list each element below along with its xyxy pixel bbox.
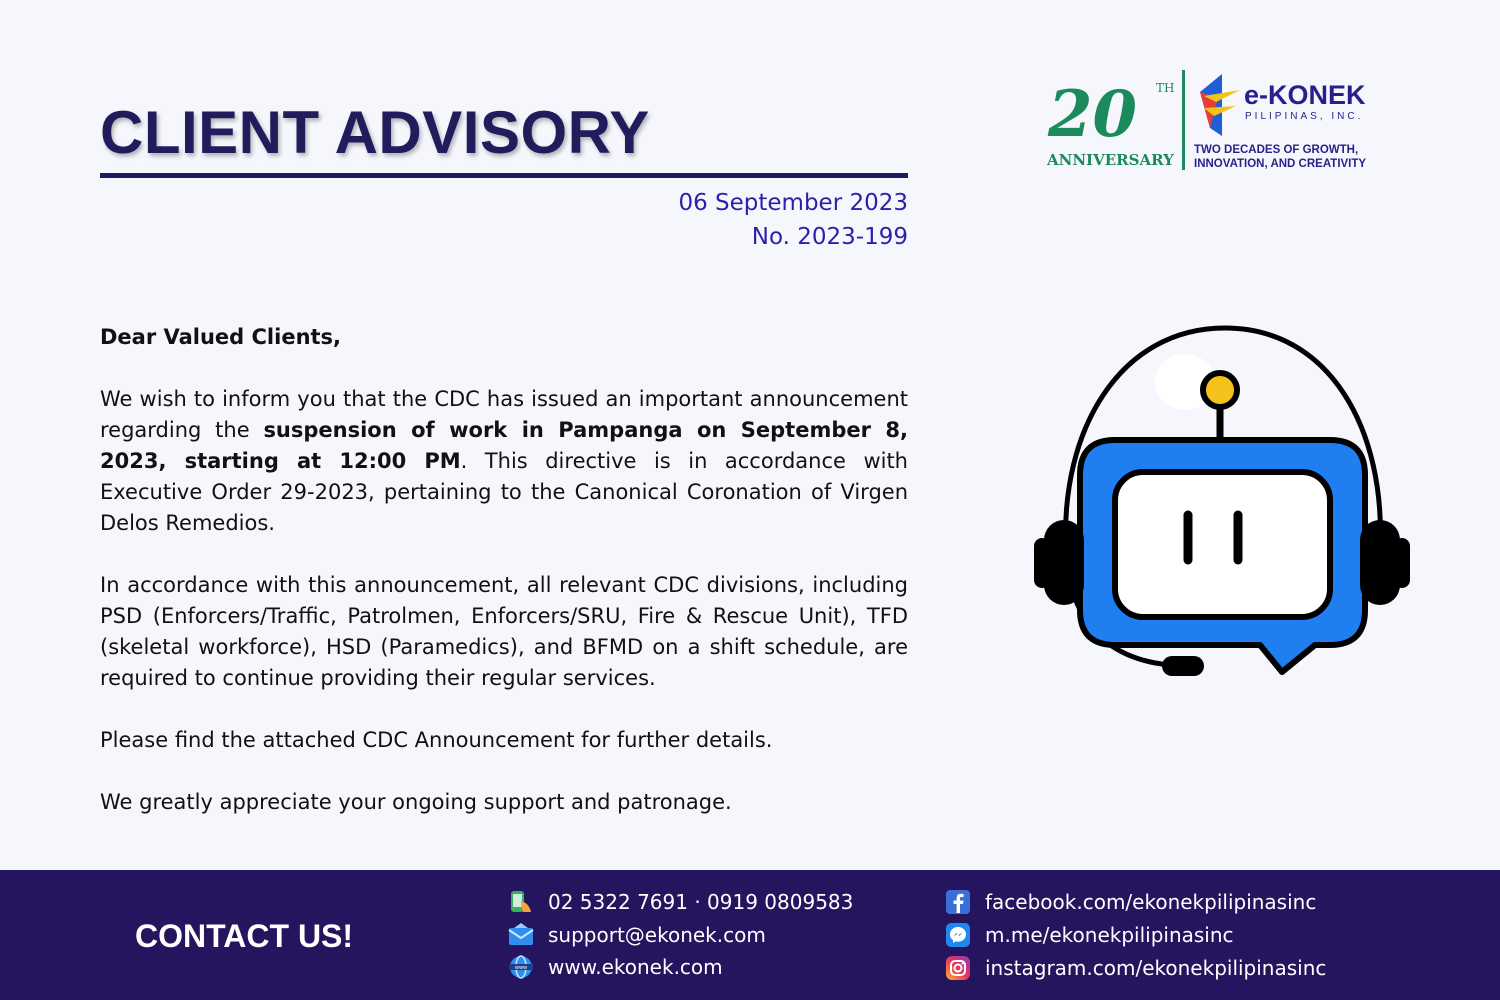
facebook-icon [945,889,971,915]
contact-email[interactable]: support@ekonek.com [508,922,766,948]
salutation: Dear Valued Clients, [100,325,342,349]
logo-tagline-2: INNOVATION, AND CREATIVITY [1194,158,1367,170]
ekonek-20th-anniversary-logo [1040,66,1400,176]
contact-footer [0,870,1500,1000]
paragraph-1: We wish to inform you that the CDC has issued an important announcement regarding the suspension of work in Pampanga on September 8, 2023, starting at 12:00 PM. This directive is in accordance with Executive Order 29-2023, pertaining to the Canonical Coronation of Virgen Delos Remedios. [100,387,908,535]
contact-instagram[interactable]: instagram.com/ekonekpilipinasinc [945,955,1326,981]
paragraph-4: We greatly appreciate your ongoing support and patronage. [100,790,732,814]
contact-website[interactable]: www www.ekonek.com [508,954,723,980]
highlight-suspension: suspension of work in Pampanga on September 8, 2023, starting at 12:00 PM [100,418,908,473]
advisory-date: 06 September 2023 [678,190,908,216]
instagram-icon [945,955,971,981]
advisory-body [100,322,908,849]
title-divider [100,173,908,178]
messenger-icon [945,922,971,948]
svg-text:www: www [514,965,528,971]
paragraph-3: Please find the attached CDC Announcement for further details. [100,728,773,752]
advisory-meta [678,186,908,254]
contact-title: CONTACT US! [135,918,354,954]
support-robot-illustration [1020,320,1420,690]
anniversary-label: ANNIVERSARY [1047,151,1174,169]
brand-sub: PILIPINAS, INC. [1245,111,1364,122]
contact-phone[interactable]: 02 5322 7691 · 0919 0809583 [508,889,853,915]
page-title: CLIENT ADVISORY [100,99,650,166]
advisory-number: No. 2023-199 [751,224,908,250]
paragraph-2: In accordance with this announcement, all relevant CDC divisions, including PSD (Enforcers/Traffic, Patrolmen, Enforcers/SRU, Fire & Rescue Unit), TFD (skeletal workforce), HSD (Paramedics), and BFMD on a shift schedule, are required to continue providing their regular services. [100,573,908,690]
anniversary-number: 20 [1048,77,1138,152]
contact-messenger[interactable]: m.me/ekonekpilipinasinc [945,922,1234,948]
phone-icon [508,889,534,915]
contact-facebook[interactable]: facebook.com/ekonekpilipinasinc [945,889,1316,915]
brand-name: e-KONEK [1244,80,1366,110]
logo-tagline-1: TWO DECADES OF GROWTH, [1194,144,1359,156]
ekonek-flag-icon [1200,74,1240,136]
globe-icon [508,954,534,980]
anniversary-suffix: TH [1156,81,1175,95]
mail-icon [508,922,534,948]
